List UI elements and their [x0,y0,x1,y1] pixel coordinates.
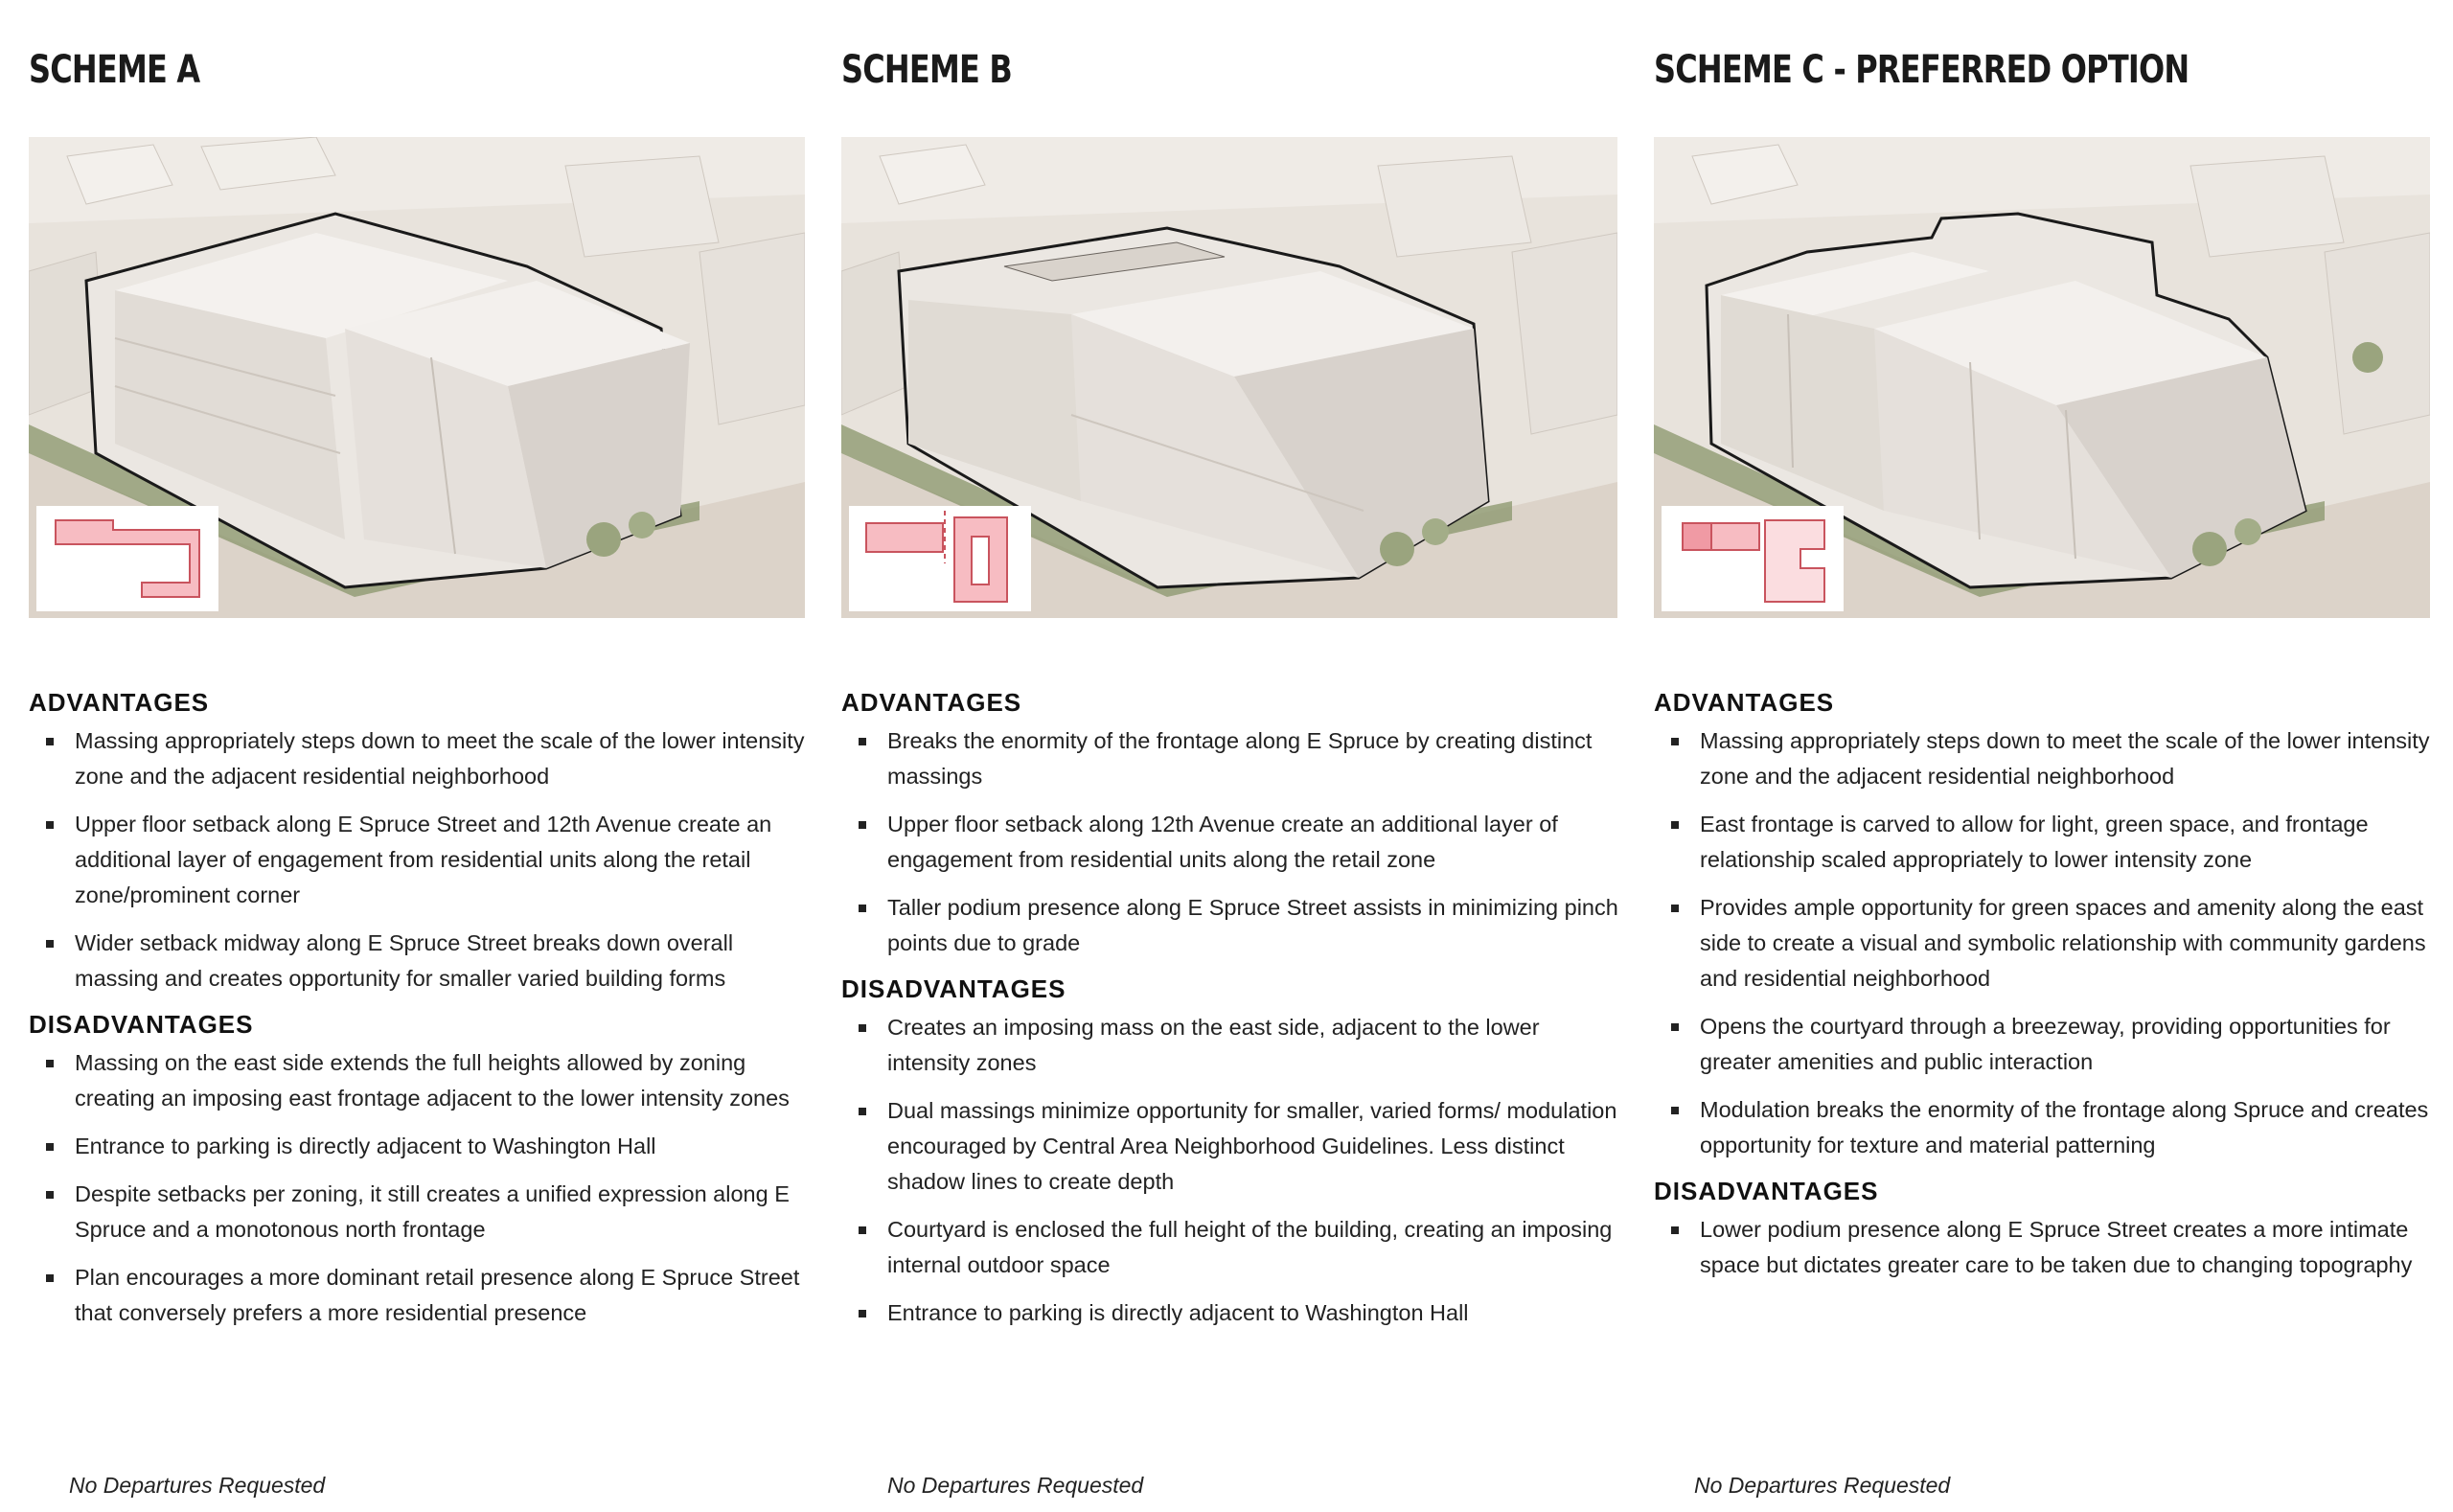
scheme-c-column [1654,0,2430,1512]
list-item: Lower podium presence along E Spruce Street creates a more intimate space but dictates greater care to be taken due to changing topography [1654,1212,2440,1283]
disadvantages-list [1654,1212,2440,1283]
list-item: Entrance to parking is directly adjacent to Washington Hall [841,1295,1627,1331]
list-item: Opens the courtyard through a breezeway, providing opportunities for greater amenities and public interaction [1654,1009,2440,1080]
list-item: Modulation breaks the enormity of the frontage along Spruce and creates opportunity for texture and material patterning [1654,1092,2440,1163]
advantages-heading: ADVANTAGES [29,688,210,717]
advantages-list [841,723,1627,961]
site-plan-icon [1662,506,1844,611]
list-item: Dual massings minimize opportunity for smaller, varied forms/ modulation encouraged by Central Area Neighborhood Guidelines. Less distinct shadow lines to create depth [841,1093,1627,1200]
list-item: Despite setbacks per zoning, it still creates a unified expression along E Spruce and a monotonous north frontage [29,1177,814,1248]
disadvantages-heading: DISADVANTAGES [29,1010,254,1039]
list-item: Creates an imposing mass on the east side, adjacent to the lower intensity zones [841,1010,1627,1081]
list-item: Courtyard is enclosed the full height of the building, creating an imposing internal outdoor space [841,1212,1627,1283]
list-item: East frontage is carved to allow for light, green space, and frontage relationship scaled appropriately to lower intensity zone [1654,807,2440,878]
scheme-a-column [29,0,805,1512]
disadvantages-heading: DISADVANTAGES [1654,1177,1879,1205]
list-item: Breaks the enormity of the frontage along E Spruce by creating distinct massings [841,723,1627,794]
advantages-list [1654,723,2440,1163]
disadvantages-list [29,1045,814,1331]
scheme-b-title: SCHEME B [841,48,1013,92]
list-item: Massing appropriately steps down to meet the scale of the lower intensity zone and the adjacent residential neighborhood [29,723,814,794]
scheme-b-massing-rendering [841,137,1617,618]
scheme-a-massing-rendering [29,137,805,618]
list-item: Wider setback midway along E Spruce Street breaks down overall massing and creates opportunity for smaller varied building forms [29,926,814,997]
list-item: Provides ample opportunity for green spaces and amenity along the east side to create a visual and symbolic relationship with community gardens and residential neighborhood [1654,890,2440,997]
list-item: Massing on the east side extends the full heights allowed by zoning creating an imposing east frontage adjacent to the lower intensity zones [29,1045,814,1116]
scheme-a-title: SCHEME A [29,48,200,92]
scheme-c-departures-note: No Departures Requested [1694,1473,1951,1498]
scheme-a-text [29,688,814,1344]
site-plan-icon [36,506,218,611]
list-item: Upper floor setback along 12th Avenue create an additional layer of engagement from residential units along the retail zone [841,807,1627,878]
scheme-c-plan-diagram [1662,506,1844,611]
site-plan-icon [849,506,1031,611]
scheme-c-title: SCHEME C - PREFERRED OPTION [1654,48,2189,92]
scheme-b-text [841,688,1627,1344]
advantages-list [29,723,814,997]
scheme-c-massing-rendering [1654,137,2430,618]
scheme-a-departures-note: No Departures Requested [69,1473,326,1498]
scheme-c-text [1654,688,2440,1296]
list-item: Upper floor setback along E Spruce Street and 12th Avenue create an additional layer of engagement from residential units along the retail zone/prominent corner [29,807,814,913]
disadvantages-list [841,1010,1627,1331]
list-item: Taller podium presence along E Spruce Street assists in minimizing pinch points due to grade [841,890,1627,961]
list-item: Plan encourages a more dominant retail presence along E Spruce Street that conversely prefers a more residential presence [29,1260,814,1331]
advantages-heading: ADVANTAGES [841,688,1022,717]
scheme-b-plan-diagram [849,506,1031,611]
scheme-a-plan-diagram [36,506,218,611]
list-item: Entrance to parking is directly adjacent to Washington Hall [29,1129,814,1164]
advantages-heading: ADVANTAGES [1654,688,1835,717]
scheme-b-departures-note: No Departures Requested [887,1473,1144,1498]
disadvantages-heading: DISADVANTAGES [841,974,1066,1003]
scheme-b-column [841,0,1617,1512]
list-item: Massing appropriately steps down to meet the scale of the lower intensity zone and the adjacent residential neighborhood [1654,723,2440,794]
